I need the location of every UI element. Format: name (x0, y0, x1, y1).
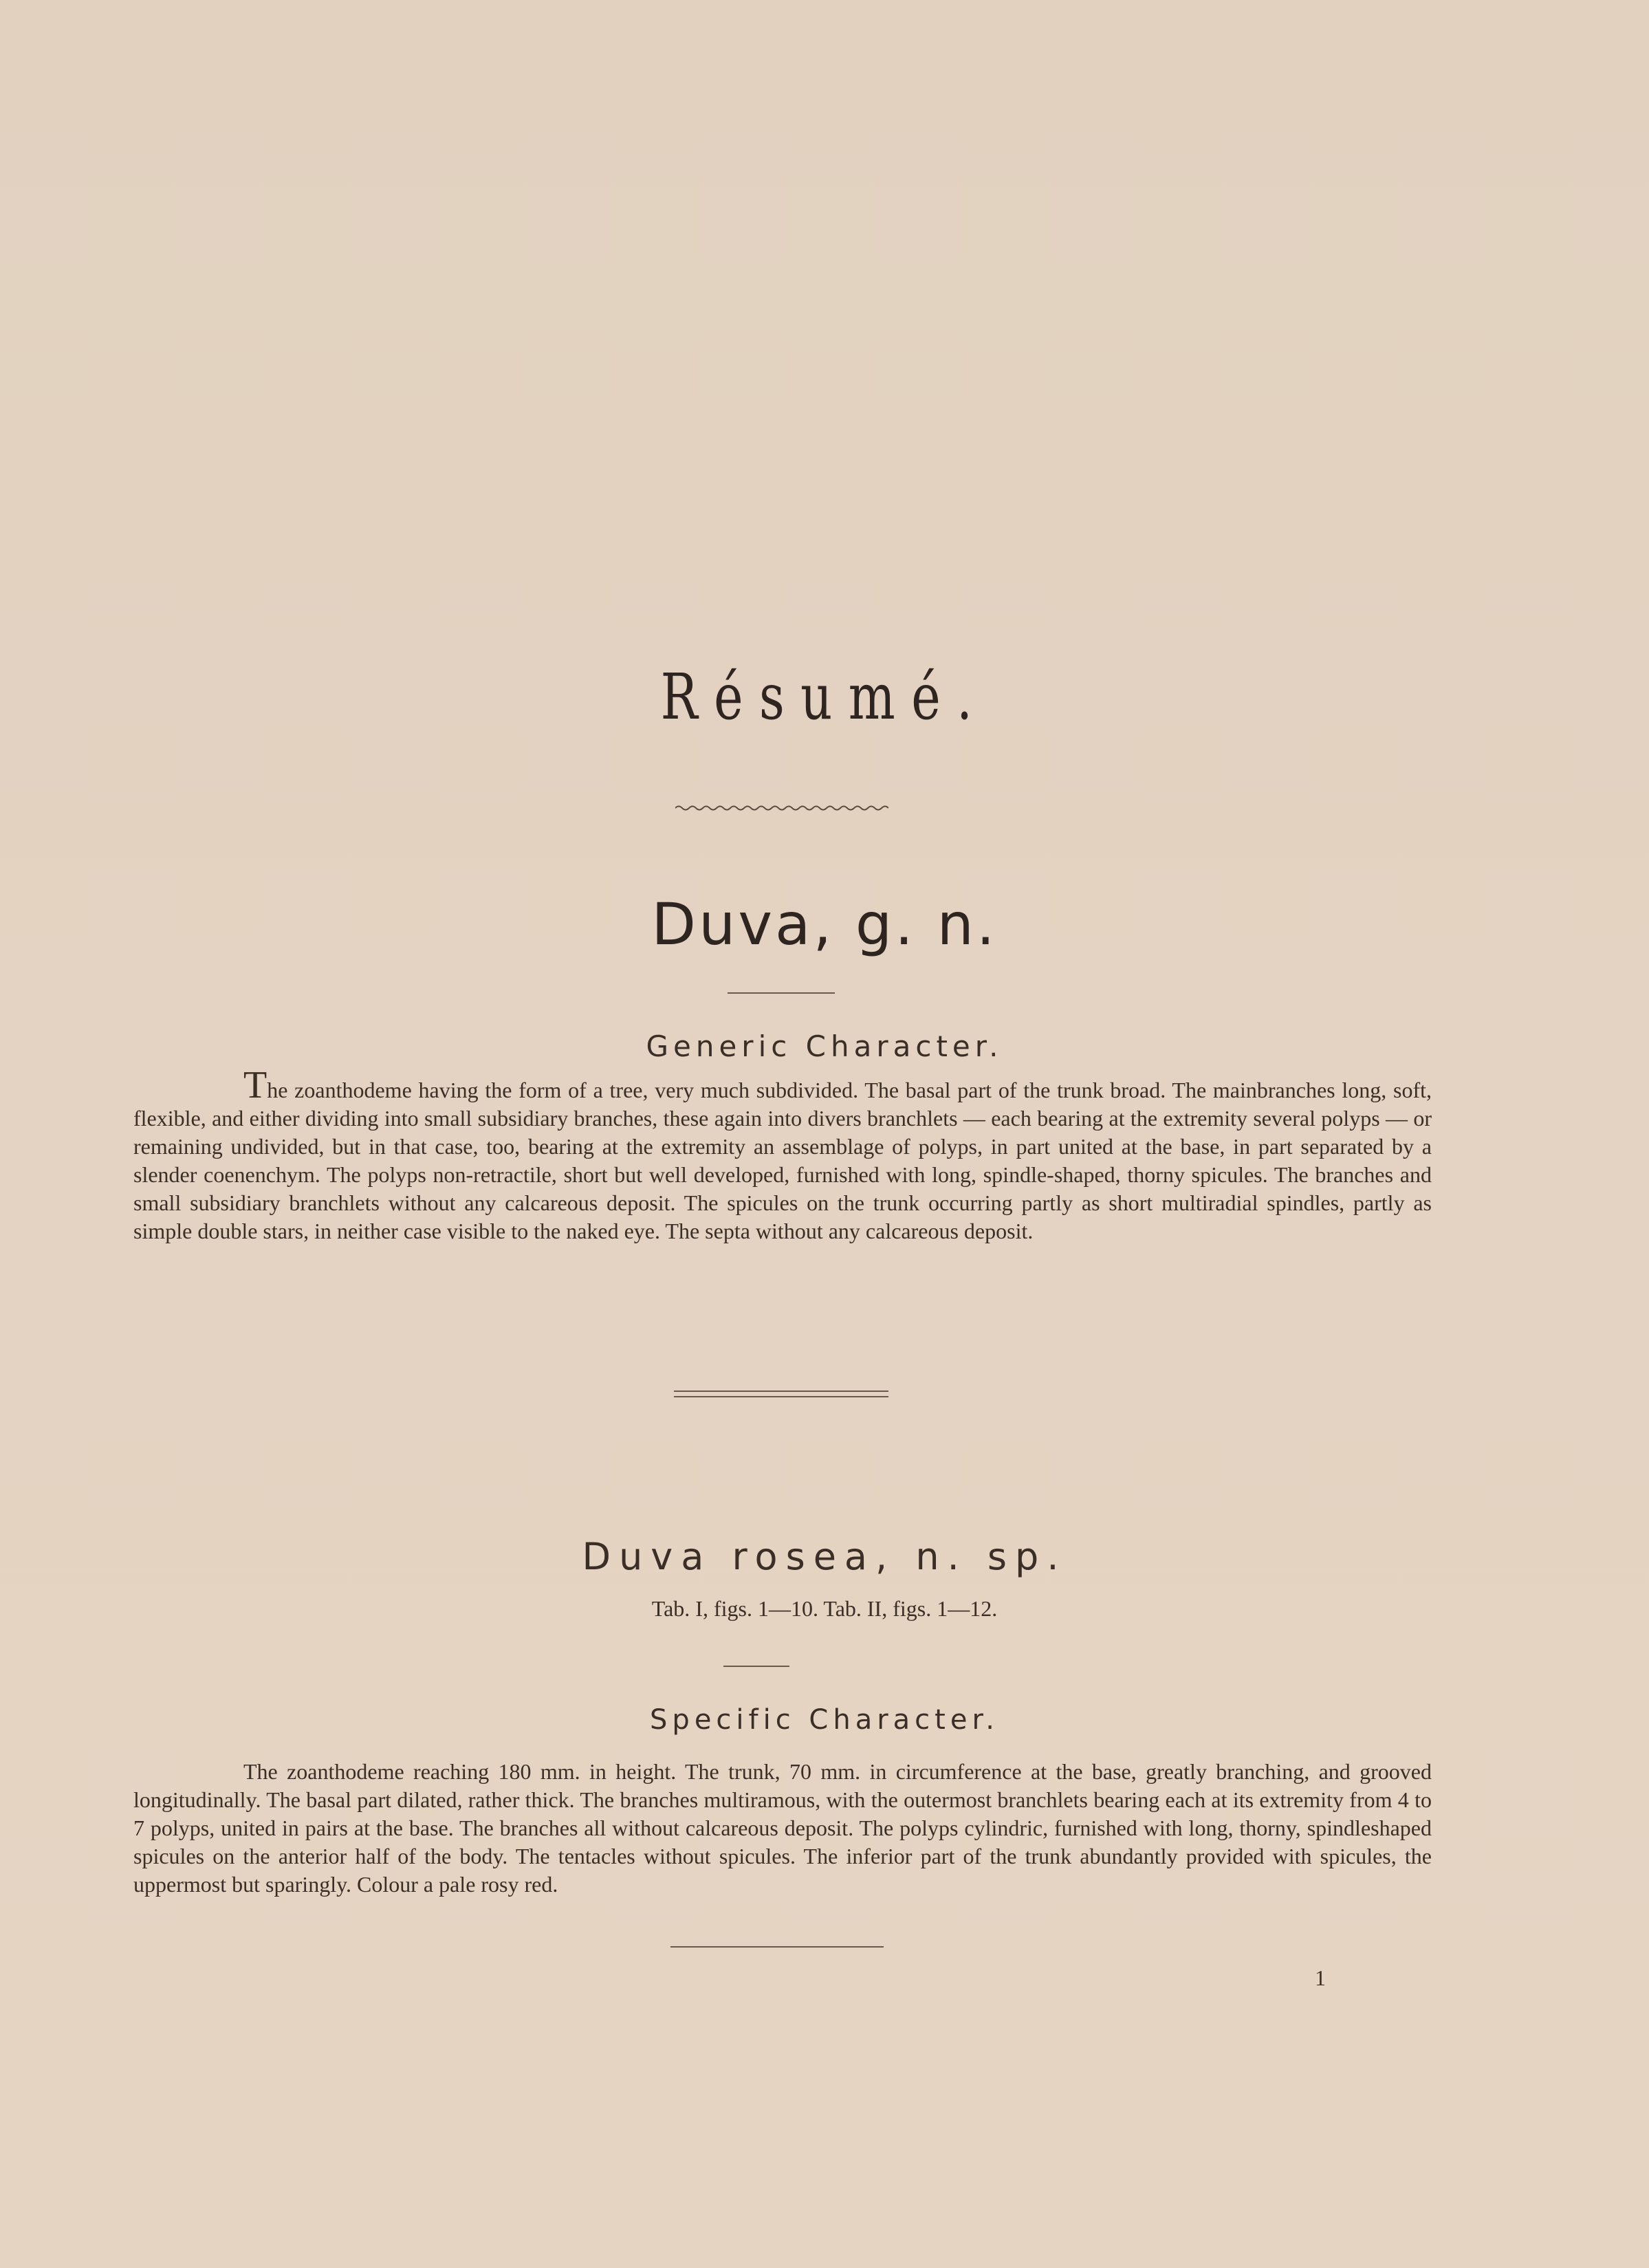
section-double-divider (674, 1391, 888, 1397)
genus-title: Duva, g. n. (651, 891, 998, 958)
page-title: Résumé. (660, 660, 989, 734)
species-divider (723, 1666, 789, 1667)
generic-character-body: he zoanthodeme having the form of a tree, very much subdivided. The basal part of the trunk broad. The mainbranches long, soft, flexible, and either dividing into small subsidiary branches, these again into divers branchlets — each bearing at the extremity several polyps — or remaining undivided, but in that case, too, bearing at the extremity an assemblage of polyps, in part united at the base, in part separated by a slender coenenchym. The polyps non-retractile, short but well developed, furnished with long, spindle-shaped, thorny spicules. The branches and small subsidiary branchlets without any calcareous deposit. The spicules on the trunk occurring partly as short multiradial spindles, partly as simple double stars, in neither case visible to the naked eye. The septa without any calcareous deposit. (133, 1078, 1432, 1243)
genus-divider (728, 992, 835, 994)
generic-character-text (133, 1064, 1432, 1245)
end-divider (670, 1946, 884, 1948)
specific-character-heading: Specific Character. (650, 1704, 999, 1736)
wavy-divider (675, 803, 888, 813)
drop-cap: T (243, 1064, 267, 1106)
species-title: Duva rosea, n. sp. (582, 1535, 1067, 1578)
page-number: 1 (1315, 1965, 1326, 1990)
generic-character-heading: Generic Character. (646, 1029, 1003, 1063)
specific-character-text (133, 1758, 1432, 1899)
specific-character-body: The zoanthodeme reaching 180 mm. in height. The trunk, 70 mm. in circumference at the base, greatly branching, and grooved longitudinally. The basal part dilated, rather thick. The branches multiramous, with the outermost branchlets bearing each at its extremity from 4 to 7 polyps, united in pairs at the base. The branches all without calcareous deposit. The polyps cylindric, furnished with long, thorny, spindleshaped spicules on the anterior half of the body. The tentacles without spicules. The inferior part of the trunk abundantly provided with spicules, the uppermost but sparingly. Colour a pale rosy red. (133, 1759, 1432, 1897)
plate-references: Tab. I, figs. 1—10. Tab. II, figs. 1—12. (651, 1596, 998, 1621)
